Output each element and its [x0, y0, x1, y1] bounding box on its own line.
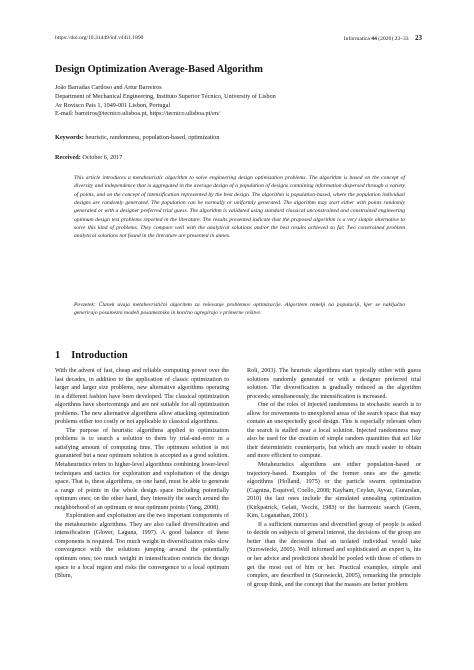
- keywords: [55, 134, 425, 141]
- paragraph: Roli, 2003). The heuristic algorithms start typically either with guess solutions randomly generated or with a designer preferred trial solution. The diversification is gradually reduced as the algorithm proceeds; simultaneously, the intensification is increased.: [247, 368, 421, 400]
- paragraph: The purpose of heuristic algorithms applied to optimization problems is to search a solution to them by trial-and-error in a satisfying amount of computing time. The optimum solution is not guaranteed but a near optimum solution is accepted as a good solution. Metaheuristics refers to higher-level algorithms combining lower-level techniques and tactics for exploration and exploitation of the design space. That is, these algorithms, on one hand, must be able to generate a range of points in the whole design space including potentially optimum ones; on the other hand, they intensify the search around the neighborhood of an optimum or near optimum points (Yang, 2008).: [55, 427, 229, 511]
- address: Av Rovisco Pais 1, 1049-001 Lisbon, Portugal: [55, 101, 171, 109]
- page-number: 23: [415, 34, 422, 42]
- journal-volume: 44: [371, 36, 377, 42]
- keywords-text: heuristic, randomness, population-based, optimization: [85, 134, 220, 141]
- doi-link[interactable]: https://doi.org/10.31449/inf.v44i1.1890: [55, 35, 144, 41]
- author-block: [55, 84, 435, 119]
- paragraph: Metaheuristics algorithms are either population-based or trajectory-based. Examples of the former ones are the genetic algorithms (Holland, 1975) or the particle swarm optimization (Cagnina, Esquivel, Coello, 2008; Kayham, Ceylan, Ayvaz, Gurarslan, 2010) the last ones include the simulated annealing optimization (Kirkpatrick, Gelatt, Vecchi, 1983) or the harmonic search (Geem, Kim, Loganathan, 2001).: [247, 462, 421, 520]
- section-title: Introduction: [71, 350, 128, 361]
- affiliation: Department of Mechanical Engineering, Instituto Superior Técnico, University of Lisbon: [55, 92, 276, 100]
- received-text: October 6, 2017: [82, 154, 123, 161]
- running-header: [344, 34, 422, 42]
- paragraph: If a sufficient numerous and diversified group of people is asked to decide on subjects of general interest, the decisions of the group are better than the decisions that an isolated individual would take (Surowiecki, 2005). Well informed and sophisticated an expert is, his or her advice and predictions should be pooled with those of others to get the most out of him or her. Practical examples, simple and complex, are described in (Surowiecki, 2005), remarking the principle of group think, and the concept that the masses are better problem: [247, 521, 421, 588]
- contact-email[interactable]: E-mail: barreiros@tecnico.ulisboa.pt, https://tecnico.ulisboa.pt/en/: [55, 110, 220, 118]
- received-label: Received:: [55, 154, 81, 161]
- section-number: 1: [55, 350, 61, 361]
- paper-title: Design Optimization Average-Based Algorithm: [55, 64, 263, 75]
- paragraph: Exploration and exploitation are the two important components of the metaheuristic algorithms. They are also called diversification and intensification (Glover, Laguna, 1997). A good balance of these components is required. Too much weight in diversification risks slow convergence with the solutions jumping around the potentially optimum ones; too much weight in intensification restricts the design space to a local region and risks the convergence to a local optimum (Blum,: [55, 513, 229, 580]
- journal-issue-pages: (2020) 23–33: [378, 36, 409, 42]
- authors: João Barradas Cardoso and Artur Barreiros: [55, 84, 162, 91]
- abstract: This article introduces a metaheuristic algorithm to solve engineering design optimization problems. The algorithm is based on the concept of diversity and independence that is aggregated in the average design of a population of designs containing information dispersed through a variety of points, and on the concept of intensification represented by the best design. The algorithm is population-based, where the population individual designs are randomly generated. The population can be normally or uniformly generated. The algorithm may start either with points randomly generated or with a designer preferred trial guess. The algorithm is validated using standard classical unconstrained and constrained engineering optimum design test problems reported in the literature. The results presented indicate that the proposed algorithm is a very simple alternative to solve this kind of problems. They compare well with the analytical solutions and/or the best results achieved so far. Two constrained problem analytical solutions not found in the literature are presented in annex.: [74, 175, 405, 240]
- received-date: [55, 154, 122, 161]
- paragraph: With the advent of fast, cheap and reliable computing power over the last decades, in addition to the application of classic optimization to larger and larger size problems, new alternative algorithms operating in a different fashion have been developed. The classical optimization algorithms have shortcomings and are not suitable for all optimization problems. The new alternative algorithms allow attacking optimization problems either too costly or not applicable to classical algorithms.: [55, 368, 229, 426]
- journal-name: Informatica: [343, 36, 370, 42]
- body-column-left: [55, 367, 229, 581]
- keywords-label: Keywords:: [55, 134, 84, 141]
- body-column-right: [247, 367, 421, 589]
- paragraph: One of the roles of injected randomness in stochastic search is to allow for movements to unexplored areas of the search space that may contain an unexpectedly good design. This is especially relevant when the search is stalled near a local solution. Injected randomness may also be used for the creation of simple random quantities that act like their deterministic counterparts, but which are much easier to obtain and more efficient to compute.: [247, 402, 421, 460]
- section-heading: [55, 350, 128, 361]
- abstract-slovenian: Povzetek: Članek uvaja metahevristični algoritem za reševanje problemov optimizacije. Algoritem temelji na populaciji, kjer se naključno generirajo posamezni modeli posameznika in končno agregirajo v primerne rešitve.: [74, 302, 405, 317]
